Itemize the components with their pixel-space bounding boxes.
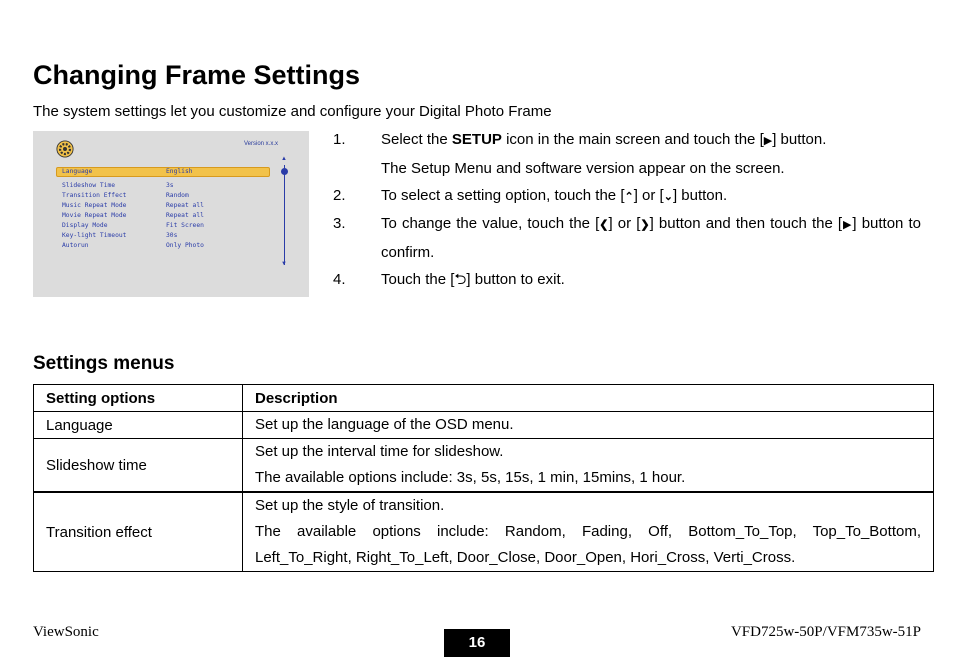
intro-text: The system settings let you customize and configure your Digital Photo Frame xyxy=(33,103,552,120)
menu-row-label: Language xyxy=(62,168,93,175)
column-header: Description xyxy=(243,385,934,412)
setup-keyword: SETUP xyxy=(451,131,502,148)
menu-row-label: Movie Repeat Mode xyxy=(62,212,127,219)
description-line: Set up the style of transition. xyxy=(255,497,445,514)
description-cell xyxy=(243,412,934,439)
description-line: The available options include: 3s, 5s, 15s, 1 min, 15mins, 1 hour. xyxy=(255,469,686,486)
menu-row-movie-repeat xyxy=(62,212,262,219)
scrollbar-thumb xyxy=(281,168,288,175)
step-text: ] button and then touch the [ xyxy=(649,215,843,232)
settings-table xyxy=(33,384,934,572)
description-cell xyxy=(243,492,934,572)
menu-row-label: Key-light Timeout xyxy=(62,232,127,239)
step-text: ] or [ xyxy=(608,215,641,232)
menu-row-value: English xyxy=(166,168,193,175)
step-text: To change the value, touch the [ xyxy=(381,215,600,232)
menu-row-label: Music Repeat Mode xyxy=(62,202,127,209)
menu-row-label: Autorun xyxy=(62,242,89,249)
footer-model: VFD725w-50P/VFM735w-51P xyxy=(730,624,921,640)
right-arrow-icon: ❯ xyxy=(640,219,650,231)
menu-row-value: 30s xyxy=(166,232,178,239)
down-arrow-icon: ⌄ xyxy=(663,191,673,203)
page-number: 16 xyxy=(444,629,510,657)
table-row xyxy=(34,412,934,439)
step-text: Touch the [ xyxy=(381,271,455,288)
step-text: ] button to confirm. xyxy=(381,215,922,261)
menu-row-transition-effect xyxy=(62,192,262,199)
menu-row-key-light-timeout xyxy=(62,232,262,239)
description-line: Set up the language of the OSD menu. xyxy=(255,416,514,433)
footer-brand: ViewSonic xyxy=(33,624,99,640)
menu-row-slideshow-time xyxy=(62,182,262,189)
gear-icon xyxy=(56,140,74,158)
step-number: 3. xyxy=(333,215,346,232)
setting-option-cell: Transition effect xyxy=(34,492,243,572)
setup-menu-screenshot xyxy=(33,131,309,297)
step-number: 4. xyxy=(333,271,346,288)
menu-row-label: Transition Effect xyxy=(62,192,127,199)
settings-menus-heading: Settings menus xyxy=(33,353,175,374)
setting-option-cell: Language xyxy=(34,412,243,439)
play-icon: ▶ xyxy=(842,219,853,231)
description-cell xyxy=(243,439,934,493)
step-number: 1. xyxy=(333,131,346,148)
step-text: To select a setting option, touch the [ xyxy=(381,187,625,204)
scrollbar-track xyxy=(284,165,285,265)
step-number: 2. xyxy=(333,187,346,204)
description-line: Set up the interval time for slideshow. xyxy=(255,443,504,460)
setting-option-cell: Slideshow time xyxy=(34,439,243,493)
version-label: Version x.x.x xyxy=(244,141,279,147)
play-icon: ▶ xyxy=(763,135,773,147)
left-arrow-icon: ❮ xyxy=(599,219,609,231)
step-text: ] button. xyxy=(772,131,827,148)
menu-row-value: Fit Screen xyxy=(166,222,204,229)
table-row xyxy=(34,492,934,572)
menu-row-label: Display Mode xyxy=(62,222,108,229)
description-line: The available options include: Random, Fading, Off, Bottom_To_Top, Top_To_Bottom, Left_To_Right, Right_To_Left, Door_Close, Door_Open, Hori_Cross, Verti_Cross. xyxy=(255,523,921,566)
step-text: icon in the main screen and touch the [ xyxy=(501,131,764,148)
menu-row-display-mode xyxy=(62,222,262,229)
step-text: ] or [ xyxy=(633,187,664,204)
return-icon: ⮌ xyxy=(454,271,467,288)
scroll-up-icon: ▲ xyxy=(281,156,287,162)
step-text: Select the xyxy=(381,131,452,148)
scroll-down-icon: ▼ xyxy=(281,261,287,267)
step-text: ] button. xyxy=(672,187,728,204)
menu-row-language xyxy=(62,168,262,175)
step-text: ] button to exit. xyxy=(466,271,565,288)
menu-row-value: Only Photo xyxy=(166,242,204,249)
menu-row-value: 3s xyxy=(166,182,174,189)
table-header-row xyxy=(34,385,934,412)
table-row xyxy=(34,439,934,493)
menu-row-music-repeat xyxy=(62,202,262,209)
column-header: Setting options xyxy=(34,385,243,412)
step-text: The Setup Menu and software version appear on the screen. xyxy=(381,160,785,177)
menu-row-label: Slideshow Time xyxy=(62,182,116,189)
menu-row-autorun xyxy=(62,242,262,249)
menu-row-value: Repeat all xyxy=(166,202,204,209)
menu-row-value: Repeat all xyxy=(166,212,204,219)
page-title: Changing Frame Settings xyxy=(33,60,361,90)
up-arrow-icon: ⌃ xyxy=(624,191,634,203)
menu-row-value: Random xyxy=(166,192,189,199)
